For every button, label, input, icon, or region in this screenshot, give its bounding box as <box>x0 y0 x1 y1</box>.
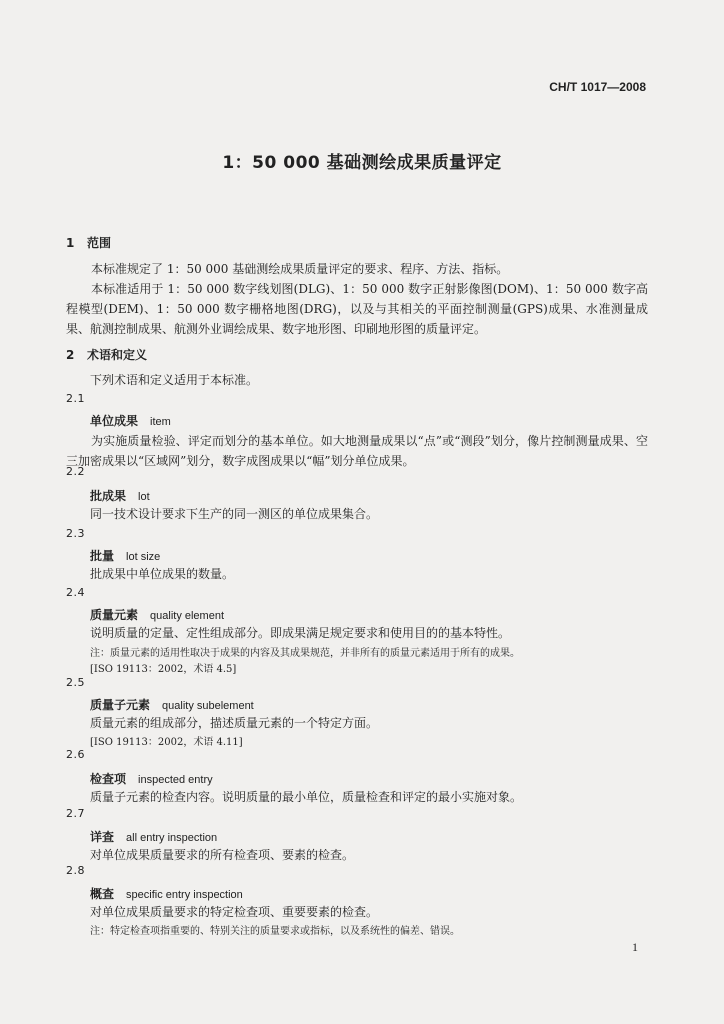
section-title: 范围 <box>87 236 112 250</box>
section-number: 1 <box>66 236 75 250</box>
term-definition: 质量元素的组成部分，描述质量元素的一个特定方面。 <box>90 716 379 730</box>
term-quality-subelement <box>90 696 254 713</box>
term-reference: [ISO 19113：2002，术语 4.11] <box>90 737 243 748</box>
page-title: 1：50 000 基础测绘成果质量评定 <box>222 153 502 173</box>
term-note: 注：质量元素的适用性取决于成果的内容及其成果规范，并非所有的质量元素适用于所有的成果。 <box>90 648 520 659</box>
term-specific-entry-inspection <box>90 885 243 902</box>
clause-number: 2.1 <box>66 392 85 405</box>
scope-paragraph-1: 本标准规定了 1：50 000 基础测绘成果质量评定的要求、程序、方法、指标。 <box>91 262 509 276</box>
term-definition: 同一技术设计要求下生产的同一测区的单位成果集合。 <box>90 507 379 521</box>
term-en: specific entry inspection <box>126 889 243 901</box>
scope-paragraph-2: 本标准适用于 1：50 000 数字线划图(DLG)、1：50 000 数字正射影像图(DOM)、1：50 000 数字高程模型(DEM)、1：50 000 数字栅格地图(DRG)，以及与其相关的平面控制测量(GPS)成果、水准测量成果、航测控制成果、航测外业调绘成果、数字地形图、印刷地形图的质量评定。 <box>66 282 648 336</box>
term-note: 注：特定检查项指重要的、特别关注的质量要求或指标，以及系统性的偏差、错误。 <box>90 926 460 937</box>
term-zh: 质量子元素 <box>90 698 151 712</box>
term-definition: 批成果中单位成果的数量。 <box>90 567 235 581</box>
term-definition: 为实施质量检验、评定而划分的基本单位。如大地测量成果以“点”或“测段”划分，像片控制测量成果、空三加密成果以“区域网”划分，数字成图成果以“幅”划分单位成果。 <box>66 434 648 468</box>
standard-code: CH/T 1017—2008 <box>549 80 646 94</box>
section-number: 2 <box>66 348 75 362</box>
term-zh: 批成果 <box>90 489 127 503</box>
term-lot <box>90 487 150 504</box>
page-number: 1 <box>632 940 638 954</box>
clause-number: 2.2 <box>66 465 85 478</box>
term-definition: 质量子元素的检查内容。说明质量的最小单位，质量检查和评定的最小实施对象。 <box>90 790 523 804</box>
term-definition: 对单位成果质量要求的特定检查项、重要要素的检查。 <box>90 905 379 919</box>
term-en: quality element <box>150 610 225 622</box>
term-quality-element <box>90 606 224 623</box>
terms-intro: 下列术语和定义适用于本标准。 <box>90 373 259 387</box>
clause-number: 2.7 <box>66 807 85 820</box>
term-lot-size <box>90 547 160 564</box>
term-zh: 检查项 <box>90 772 127 786</box>
term-en: item <box>150 416 171 428</box>
term-zh: 质量元素 <box>90 608 139 622</box>
term-en: lot <box>138 491 150 503</box>
clause-number: 2.3 <box>66 527 85 540</box>
clause-number: 2.8 <box>66 864 85 877</box>
term-zh: 批量 <box>90 549 115 563</box>
section-1-heading <box>66 234 111 251</box>
section-2-heading <box>66 346 147 363</box>
term-item <box>90 412 171 429</box>
clause-number: 2.4 <box>66 586 85 599</box>
term-en: inspected entry <box>138 774 213 786</box>
term-en: quality subelement <box>162 700 254 712</box>
term-zh: 详查 <box>90 830 115 844</box>
section-title: 术语和定义 <box>87 348 148 362</box>
term-inspected-entry <box>90 770 213 787</box>
term-all-entry-inspection <box>90 828 217 845</box>
term-reference: [ISO 19113：2002，术语 4.5] <box>90 664 237 675</box>
term-en: all entry inspection <box>126 832 218 844</box>
term-zh: 概查 <box>90 887 115 901</box>
term-zh: 单位成果 <box>90 414 139 428</box>
term-definition: 对单位成果质量要求的所有检查项、要素的检查。 <box>90 848 355 862</box>
clause-number: 2.6 <box>66 748 85 761</box>
clause-number: 2.5 <box>66 676 85 689</box>
term-definition: 说明质量的定量、定性组成部分。即成果满足规定要求和使用目的的基本特性。 <box>90 626 511 640</box>
term-en: lot size <box>126 551 161 563</box>
